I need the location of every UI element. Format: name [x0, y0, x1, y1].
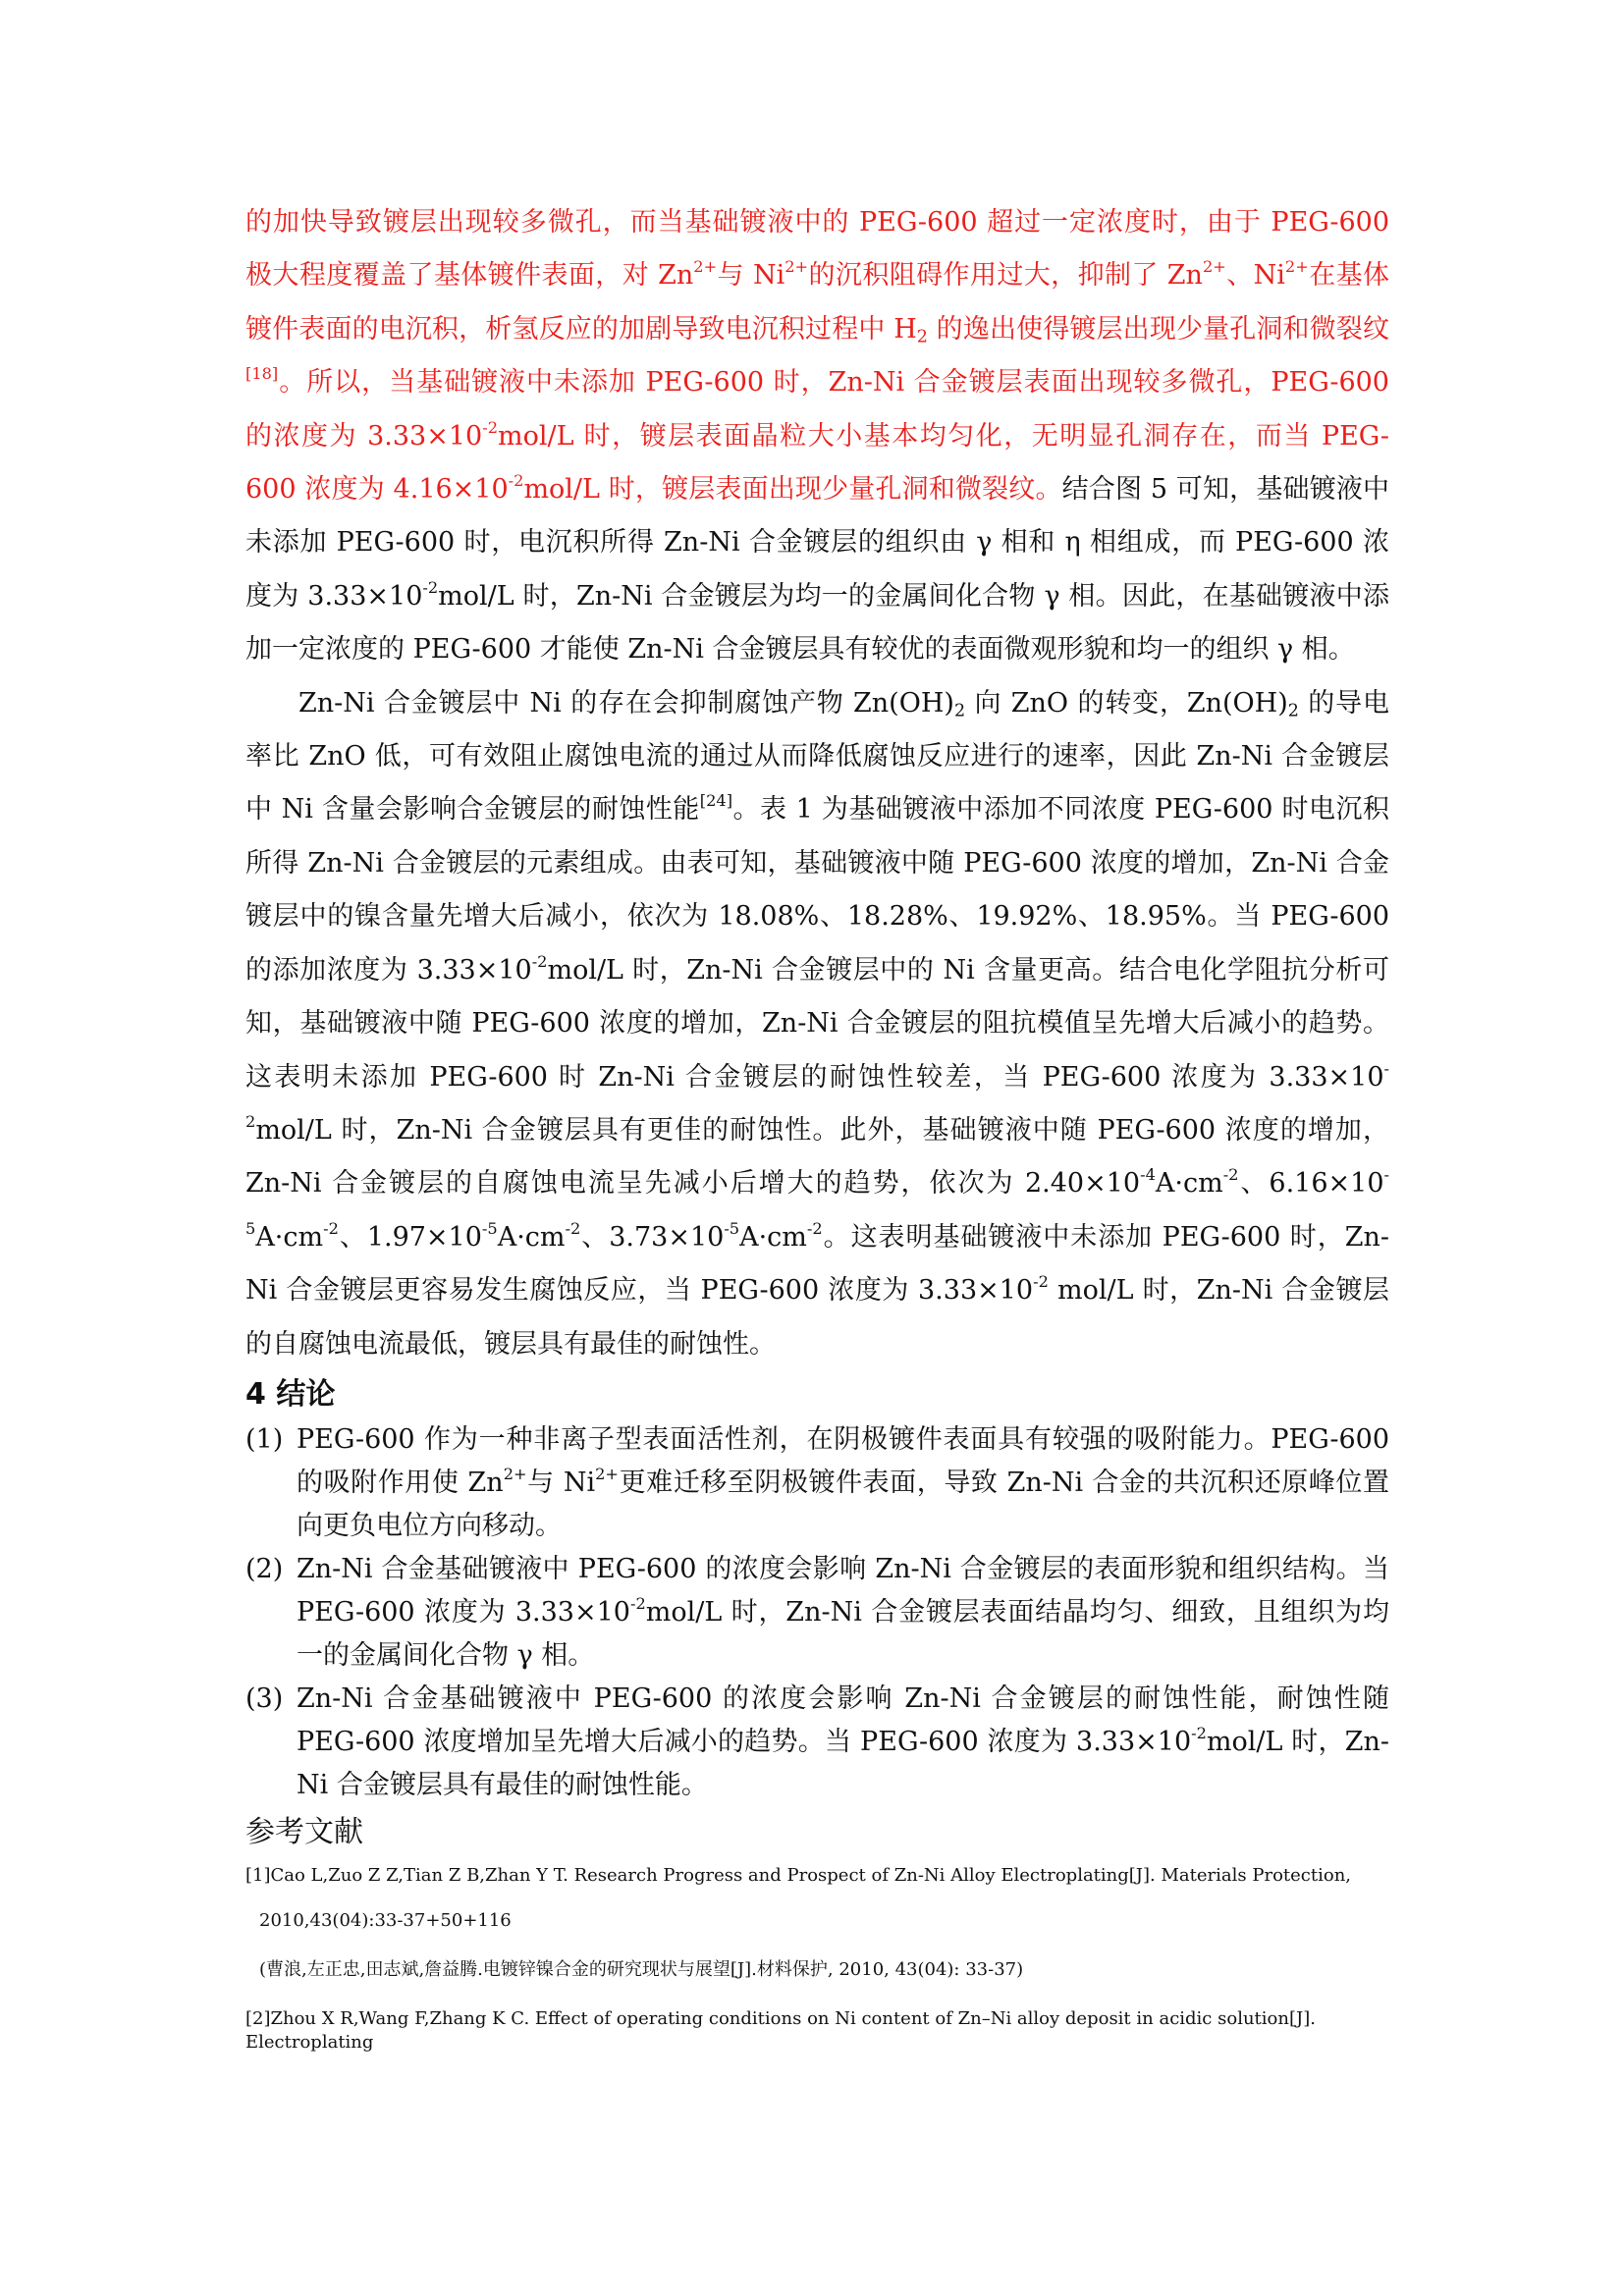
conclusion-item — [245, 1548, 1389, 1678]
reference-text: [1]Cao L,Zuo Z Z,Tian Z B,Zhan Y T. Research Progress and Prospect of Zn-Ni Alloy Electroplating[J]. Materials Protection, — [245, 1864, 1352, 1886]
conclusion-text: Zn-Ni 合金基础镀液中 PEG-600 的浓度会影响 Zn-Ni 合金镀层的表面形貌和组织结构。当 PEG-600 浓度为 $3.33\times 10^{-2}mol/L$ 时，Zn-Ni 合金镀层表面结晶均匀、细致，且组织为均一的金属间化合物 γ 相。 — [297, 1553, 1389, 1671]
conclusion-list — [245, 1418, 1389, 1807]
reference-chinese: (曹浪,左正忠,田志斌,詹益腾.电镀锌镍合金的研究现状与展望[J].材料保护, 2010, 43(04): 33-37) — [259, 1958, 1024, 1980]
conclusion-item — [245, 1418, 1389, 1548]
section-heading-conclusion: 4 结论 — [245, 1376, 336, 1412]
paragraph-2: Zn-Ni 合金镀层中 Ni 的存在会抑制腐蚀产物 $Zn(OH)_2$ 向 ZnO 的转变，$Zn(OH)_2$ 的导电率比 ZnO 低，可有效阻止腐蚀电流的通过从而降低腐蚀反应进行的速率，因此 Zn-Ni 合金镀层中 Ni 含量会影响合金镀层的耐蚀性能[24]。表 1 为基础镀液中添加不同浓度 PEG-600 时电沉积所得 Zn-Ni 合金镀层的元素组成。由表可知，基础镀液中随 PEG-600 浓度的增加，Zn-Ni 合金镀层中的镍含量先增大后减小，依次为 18.08%、18.28%、19.92%、18.95%。当 PEG-600 的添加浓度为 $3.33\times 10^{-2}mol/L$ 时，Zn-Ni 合金镀层中的 Ni 含量更高。结合电化学阻抗分析可知，基础镀液中随 PEG-600 浓度的增加，Zn-Ni 合金镀层的阻抗模值呈先增大后减小的趋势。这表明未添加 PEG-600 时 Zn-Ni 合金镀层的耐蚀性较差，当 PEG-600 浓度为 $3.33\times 10^{-2}mol/L$ 时，Zn-Ni 合金镀层具有更佳的耐蚀性。此外，基础镀液中随 PEG-600 浓度的增加，Zn-Ni 合金镀层的自腐蚀电流呈先减小后增大的趋势，依次为 $2.40\times 10^{-4}A\cdot cm^{-2}$、$6.16\times 10^{-5}A\cdot cm^{-2}$、$1.97\times 10^{-5}A\cdot cm^{-2}$、$3.73\times 10^{-5}A\cdot cm^{-2}$。这表明基础镀液中未添加 PEG-600 时，Zn-Ni 合金镀层更容易发生腐蚀反应，当 PEG-600 浓度为 $3.33\times 10^{-2}$ mol/L 时，Zn-Ni 合金镀层的自腐蚀电流最低，镀层具有最佳的耐蚀性。 — [245, 687, 1389, 1360]
reference-text: [2]Zhou X R,Wang F,Zhang K C. Effect of operating conditions on Ni content of Zn–Ni alloy deposit in acidic solution[J]. Electroplating — [245, 2007, 1316, 2053]
citation: [18] — [245, 364, 279, 384]
reference-item — [245, 1864, 1389, 1933]
conclusion-item — [245, 1678, 1389, 1807]
reference-item — [245, 2007, 1389, 2055]
citation: [24] — [699, 791, 733, 811]
highlighted-text: 的加快导致镀层出现较多微孔，而当基础镀液中的 PEG-600 超过一定浓度时，由于 PEG-600 极大程度覆盖了基体镀件表面，对 $Zn^{2+}$与 $Ni^{2+}$的沉积阻碍作用过大，抑制了 $Zn^{2+}$、$Ni^{2+}$在基体镀件表面的电沉积，析氢反应的加剧导致电沉积过程中 $H_2$ 的逸出使得镀层出现少量孔洞和微裂纹[18]。所以，当基础镀液中未添加 PEG-600 时，Zn-Ni 合金镀层表面出现较多微孔，PEG-600 的浓度为 $3.33\times 10^{-2}mol/L$ 时，镀层表面晶粒大小基本均匀化，无明显孔洞存在，而当 PEG-600 浓度为 $4.16\times 10^{-2}mol/L$ 时，镀层表面出现少量孔洞和微裂纹。 — [245, 207, 1390, 506]
references-heading: 参考文献 — [245, 1814, 363, 1849]
conclusion-number: (1) — [245, 1423, 284, 1455]
paragraph-1-continuation: 结合图 5 可知，基础镀液中未添加 PEG-600 时，电沉积所得 Zn-Ni 合金镀层的组织由 γ 相和 η 相组成，而 PEG-600 浓度为 $3.33\times 10^{-2}mol/L$ 时，Zn-Ni 合金镀层为均一的金属间化合物 γ 相。因此，在基础镀液中添加一定浓度的 PEG-600 才能使 Zn-Ni 合金镀层具有较优的表面微观形貌和均一的组织 γ 相。 — [245, 474, 1389, 666]
conclusion-number: (2) — [245, 1553, 284, 1584]
paragraph-1 — [245, 196, 1389, 677]
page-content — [245, 196, 1389, 2080]
reference-text-continued: 2010,43(04):33-37+50+116 — [259, 1909, 512, 1931]
conclusion-number: (3) — [245, 1682, 284, 1714]
conclusion-text: Zn-Ni 合金基础镀液中 PEG-600 的浓度会影响 Zn-Ni 合金镀层的耐蚀性能，耐蚀性随 PEG-600 浓度增加呈先增大后减小的趋势。当 PEG-600 浓度为 $3.33\times 10^{-2}mol/L$ 时，Zn-Ni 合金镀层具有最佳的耐蚀性能。 — [297, 1682, 1389, 1800]
conclusion-text: PEG-600 作为一种非离子型表面活性剂，在阴极镀件表面具有较强的吸附能力。PEG-600 的吸附作用使 $Zn^{2+}$与 $Ni^{2+}$更难迁移至阴极镀件表面，导致 Zn-Ni 合金的共沉积还原峰位置向更负电位方向移动。 — [297, 1423, 1389, 1541]
